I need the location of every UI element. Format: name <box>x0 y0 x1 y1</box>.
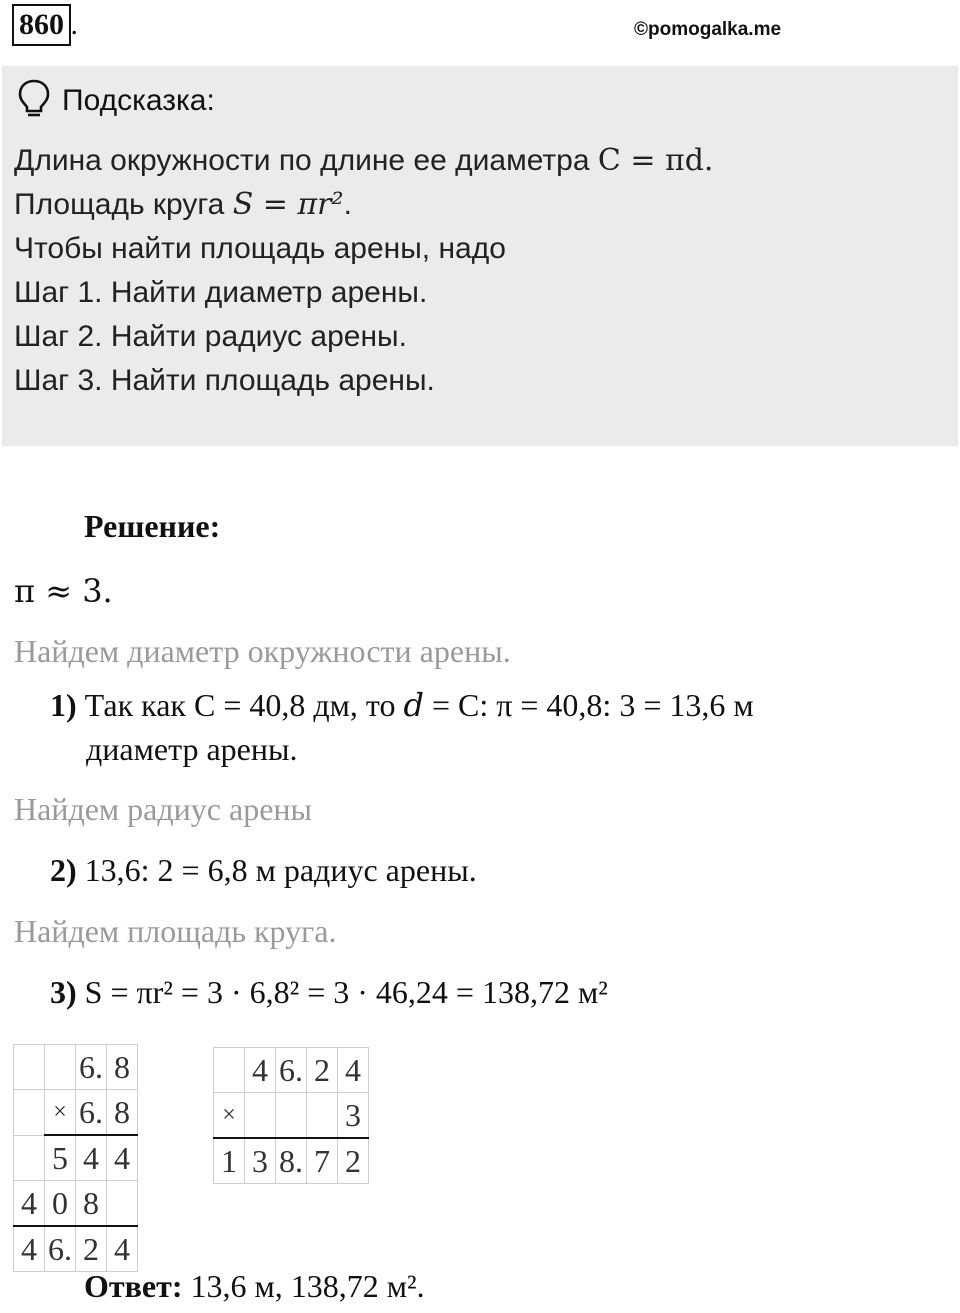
multiply-sign: × <box>214 1093 245 1139</box>
calc-cell <box>14 1135 45 1181</box>
calc-cell: 4 <box>107 1135 138 1181</box>
calc-cell: 1 <box>214 1138 245 1184</box>
hint-box <box>2 66 958 446</box>
step-2-number: 2) <box>50 852 77 888</box>
calc-row <box>14 1135 138 1181</box>
problem-number <box>12 4 78 46</box>
calc-cell: 3 <box>245 1138 276 1184</box>
calc-cell: 4 <box>14 1226 45 1272</box>
circumference-formula: C = πd. <box>597 143 714 178</box>
hint-step-text: Найти диаметр арены. <box>102 276 428 309</box>
hint-step-label: Шаг 1. <box>14 276 103 309</box>
problem-number-text: 860 <box>19 8 64 41</box>
calc-cell: 2 <box>76 1226 107 1272</box>
step-3-text: S = πr² = 3 · 6,8² = 3 · 46,24 = 138,72 м² <box>84 974 608 1010</box>
hint-line-1 <box>14 139 713 183</box>
pi-approximation: π ≈ 3. <box>14 572 113 610</box>
calc-cell: 6. <box>76 1090 107 1136</box>
calc-cell: 8. <box>276 1138 307 1184</box>
hint-step-2 <box>14 315 713 359</box>
calc-row <box>14 1090 138 1136</box>
step-1 <box>50 686 754 724</box>
step-1-continuation: диаметр арены. <box>86 731 298 767</box>
hint-step-label: Шаг 2. <box>14 320 103 353</box>
calc-cell: 2 <box>338 1138 369 1184</box>
calc-cell: 7 <box>307 1138 338 1184</box>
calc-cell <box>276 1093 307 1139</box>
multiplication-6-8-by-6-8 <box>13 1044 138 1272</box>
calc-cell: 4 <box>107 1226 138 1272</box>
calc-cell <box>14 1090 45 1136</box>
calc-cell: 8 <box>107 1090 138 1136</box>
calc-cell <box>107 1181 138 1227</box>
step-1-number: 1) <box>50 687 77 723</box>
calc-cell: 5 <box>45 1135 76 1181</box>
step-3-number: 3) <box>50 974 77 1010</box>
site-watermark: ©pomogalka.me <box>634 19 782 40</box>
calc-cell: 4 <box>76 1135 107 1181</box>
calc-cell <box>245 1093 276 1139</box>
calc-row <box>14 1226 138 1272</box>
hint-line-2 <box>14 183 713 227</box>
calc-cell: 4 <box>338 1048 369 1093</box>
hint-lines <box>14 139 713 403</box>
hint-line-3: Чтобы найти площадь арены, надо <box>14 232 506 265</box>
hint-line-2-end: . <box>343 188 352 221</box>
calc-cell: 8 <box>76 1181 107 1227</box>
calc-cell <box>214 1048 245 1093</box>
lightbulb-icon <box>16 78 52 118</box>
calc-cell: 3 <box>338 1093 369 1139</box>
calc-row <box>214 1048 369 1093</box>
hint-line-1-text: Длина окружности по длине ее диаметра <box>14 144 598 177</box>
calc-row <box>214 1093 369 1139</box>
area-formula: S = πr² <box>232 187 344 222</box>
multiply-sign: × <box>45 1090 76 1136</box>
answer-value: 13,6 м, 138,72 м². <box>182 1268 425 1304</box>
note-diameter: Найдем диаметр окружности арены. <box>14 633 511 669</box>
hint-step-text: Найти радиус арены. <box>102 320 407 353</box>
calc-cell: 0 <box>45 1181 76 1227</box>
note-area: Найдем площадь круга. <box>14 913 337 949</box>
hint-step-label: Шаг 3. <box>14 364 103 397</box>
calc-cell: 6. <box>276 1048 307 1093</box>
calc-cell <box>14 1045 45 1090</box>
calc-cell: 6. <box>76 1045 107 1090</box>
hint-line-2-text: Площадь круга <box>14 188 233 221</box>
calc-row <box>14 1181 138 1227</box>
step-1-text-b: = C: π = 40,8: 3 = 13,6 м <box>423 687 754 723</box>
calc-cell <box>45 1045 76 1090</box>
calc-cell <box>307 1093 338 1139</box>
step-2-text: 13,6: 2 = 6,8 м радиус арены. <box>84 852 477 888</box>
hint-step-1 <box>14 271 713 315</box>
calc-row <box>214 1138 369 1184</box>
step-2 <box>50 852 477 889</box>
hint-step-text: Найти площадь арены. <box>102 364 435 397</box>
hint-step-3 <box>14 359 713 403</box>
step-1-variable: d <box>403 686 424 724</box>
calc-cell: 4 <box>245 1048 276 1093</box>
step-3 <box>50 974 608 1011</box>
calc-cell: 2 <box>307 1048 338 1093</box>
solution-title: Решение: <box>84 508 221 544</box>
hint-title: Подсказка: <box>62 84 215 117</box>
calc-row <box>14 1045 138 1090</box>
calc-cell: 6. <box>45 1226 76 1272</box>
step-1-text-a: Так как C = 40,8 дм, то <box>84 687 404 723</box>
answer <box>84 1268 425 1305</box>
note-radius: Найдем радиус арены <box>14 791 313 827</box>
problem-number-dot: . <box>70 8 78 41</box>
answer-label: Ответ: <box>84 1268 183 1304</box>
calc-cell: 8 <box>107 1045 138 1090</box>
multiplication-46-24-by-3 <box>213 1047 369 1184</box>
calc-cell: 4 <box>14 1181 45 1227</box>
